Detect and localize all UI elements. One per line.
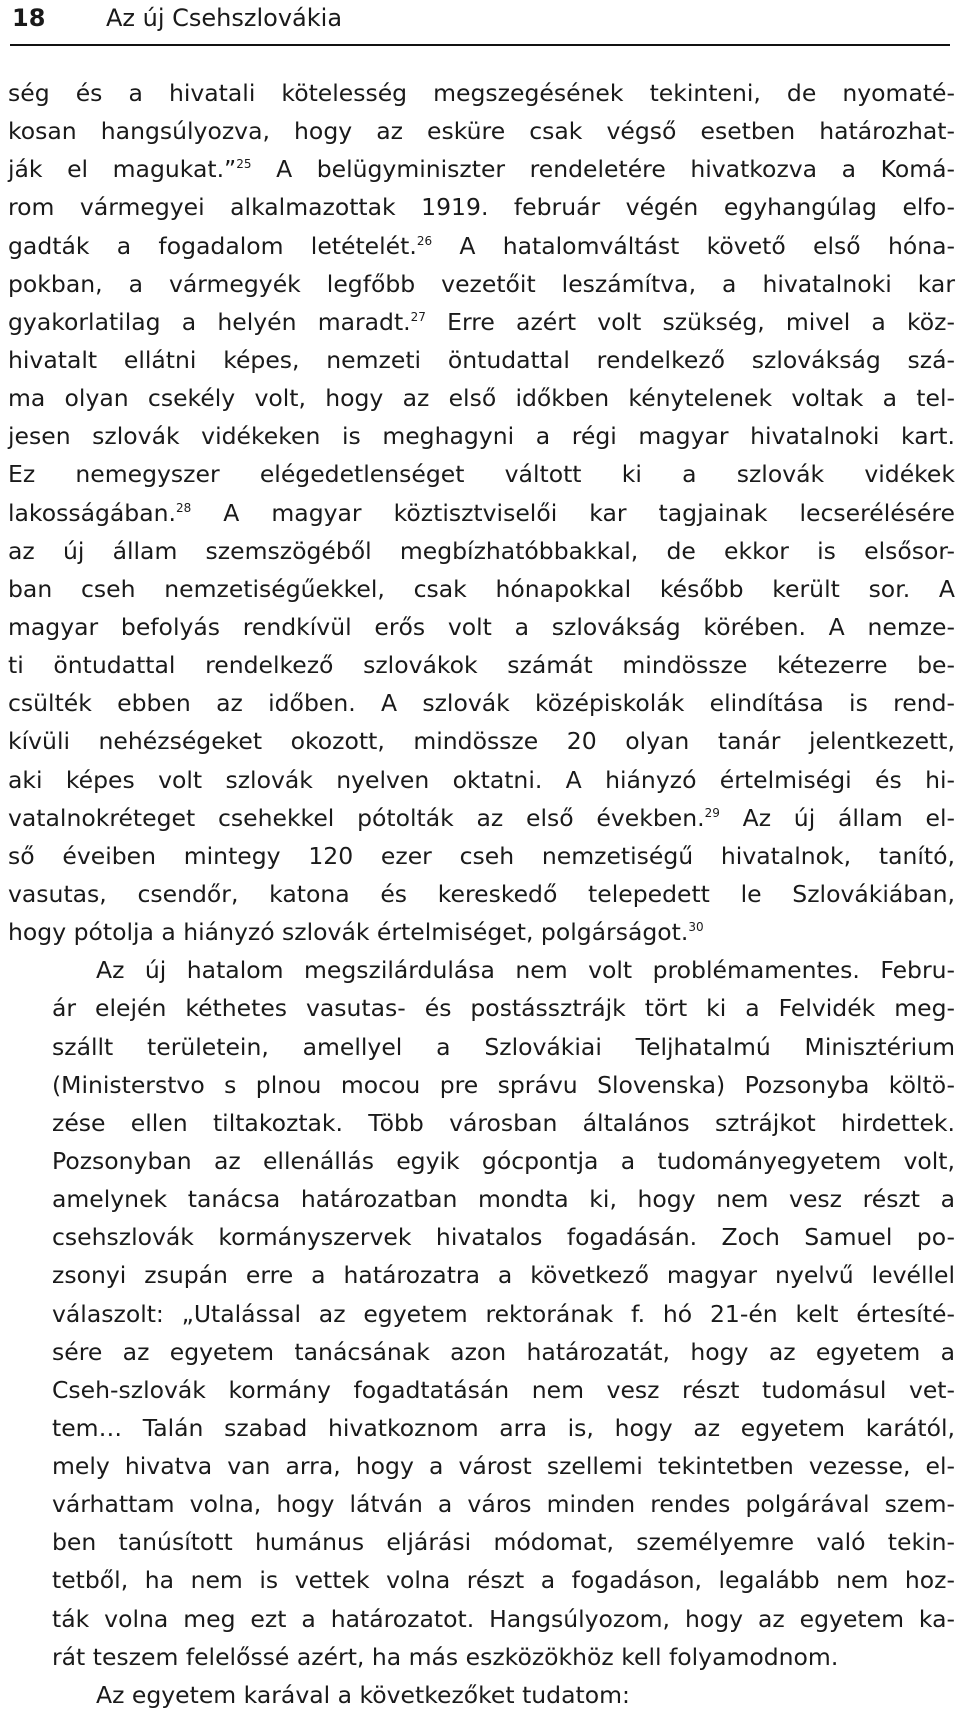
- text-line: zése ellen tiltakoztak. Több városban általános sztrájkot hirdettek.: [52, 1108, 955, 1137]
- text-line: Az egyetem karával a következőket tudatom:: [96, 1680, 630, 1709]
- text-line: szállt területein, amellyel a Szlovákiai Teljhatalmú Minisztérium: [52, 1032, 955, 1061]
- text-line: ség és a hivatali kötelesség megszegésének tekinteni, de nyomaté-: [8, 79, 955, 107]
- text-line: sére az egyetem tanácsának azon határozatát, hogy az egyetem a: [52, 1337, 955, 1366]
- text-line: várhattam volna, hogy látván a város minden rendes polgárával szem-: [52, 1490, 955, 1519]
- text-line: ták volna meg ezt a határozatot. Hangsúlyozom, hogy az egyetem ka-: [52, 1604, 955, 1633]
- footnote-marker: 29: [704, 805, 720, 820]
- text-line: válaszolt: „Utalással az egyetem rektorának f. hó 21-én kelt értesíté-: [52, 1299, 955, 1328]
- text-line: csehszlovák kormányszervek hivatalos fogadásán. Zoch Samuel po-: [52, 1223, 955, 1252]
- footnote-marker: 26: [416, 233, 433, 248]
- text-line: az új állam szemszögéből megbízhatóbbakkal, de ekkor is elsősor-: [8, 536, 955, 565]
- text-line: magyar befolyás rendkívül erős volt a szlovákság körében. A nemze-: [8, 612, 955, 641]
- text-line: rát teszem felelőssé azért, ha más eszközökhöz kell folyamodnom.: [52, 1642, 839, 1671]
- running-title: Az új Csehszlovákia: [106, 4, 343, 32]
- text-line: Cseh-szlovák kormány fogadtatásán nem vesz részt tudomásul vet-: [52, 1375, 955, 1404]
- body-text: [8, 74, 955, 1714]
- paragraph: [8, 1676, 955, 1714]
- text-line: hogy pótolja a hiányzó szlovák értelmiséget, polgárságot.$^{30}$: [8, 918, 704, 947]
- running-header: [10, 0, 950, 46]
- text-line: ti öntudattal rendelkező szlovákok számát mindössze kétezerre be-: [8, 651, 955, 680]
- text-line: kosan hangsúlyozva, hogy az esküre csak végső esetben határozhat-: [8, 117, 955, 146]
- text-line: tetből, ha nem is vettek volna részt a fogadáson, legalább nem hoz-: [52, 1566, 955, 1595]
- text-line: zsonyi zsupán erre a határozatra a következő magyar nyelvű levéllel: [52, 1261, 955, 1290]
- text-line: rom vármegyei alkalmazottak 1919. február végén egyhangúlag elfo-: [8, 193, 955, 222]
- footnote-marker: 28: [175, 500, 192, 515]
- text-line: Az új hatalom megszilárdulása nem volt problémamentes. Febru-: [96, 956, 955, 985]
- text-line: ben tanúsított humánus eljárási módomat, személyemre való tekin-: [52, 1528, 955, 1557]
- text-line: aki képes volt szlovák nyelven oktatni. A hiányzó értelmiségi és hi-: [8, 765, 955, 794]
- paragraph: [8, 951, 955, 1676]
- text-line: (Ministerstvo s plnou mocou pre správu Slovenska) Pozsonyba költö-: [52, 1070, 955, 1099]
- text-line: lakosságában.$^{28}$ A magyar köztisztviselői kar tagjainak lecserélésére: [8, 498, 955, 527]
- text-line: Ez nemegyszer elégedetlenséget váltott ki a szlovák vidékek: [8, 460, 955, 489]
- text-line: ják el magukat.”$^{25}$ A belügyminiszter rendeletére hivatkozva a Komá-: [8, 155, 955, 184]
- text-line: csülték ebben az időben. A szlovák középiskolák elindítása is rend-: [8, 689, 955, 718]
- footnote-marker: 25: [236, 157, 252, 172]
- page-number: 18: [12, 4, 46, 32]
- text-line: ső éveiben mintegy 120 ezer cseh nemzetiségű hivatalnok, tanító,: [8, 841, 955, 870]
- text-line: ban cseh nemzetiségűekkel, csak hónapokkal később került sor. A: [8, 574, 955, 603]
- text-line: vasutas, csendőr, katona és kereskedő telepedett le Szlovákiában,: [8, 879, 955, 908]
- text-line: gadták a fogadalom letételét.$^{26}$ A hatalomváltást követő első hóna-: [8, 231, 955, 260]
- text-line: hivatalt ellátni képes, nemzeti öntudattal rendelkező szlovákság szá-: [8, 345, 955, 374]
- footnote-marker: 30: [688, 920, 704, 935]
- text-line: Pozsonyban az ellenállás egyik gócpontja a tudományegyetem volt,: [52, 1146, 955, 1175]
- text-line: ma olyan csekély volt, hogy az első időkben kénytelenek voltak a tel-: [8, 384, 955, 413]
- text-line: mely hivatva van arra, hogy a várost szellemi tekintetben vezesse, el-: [52, 1452, 955, 1481]
- text-line: ár elején kéthetes vasutas- és postássztrájk tört ki a Felvidék meg-: [52, 994, 955, 1023]
- text-line: jesen szlovák vidékeken is meghagyni a régi magyar hivatalnoki kart.: [8, 422, 955, 451]
- text-line: pokban, a vármegyék legfőbb vezetőit leszámítva, a hivatalnoki kar: [8, 269, 955, 298]
- text-line: vatalnokréteget csehekkel pótolták az első években.$^{29}$ Az új állam el-: [8, 803, 955, 832]
- text-line: tem… Talán szabad hivatkoznom arra is, hogy az egyetem karától,: [52, 1413, 955, 1442]
- text-line: gyakorlatilag a helyén maradt.$^{27}$ Erre azért volt szükség, mivel a köz-: [8, 307, 955, 336]
- footnote-marker: 27: [410, 309, 426, 324]
- text-line: amelynek tanácsa határozatban mondta ki, hogy nem vesz részt a: [52, 1185, 955, 1214]
- paragraph: [8, 74, 955, 951]
- text-line: kívüli nehézségeket okozott, mindössze 20 olyan tanár jelentkezett,: [8, 727, 955, 756]
